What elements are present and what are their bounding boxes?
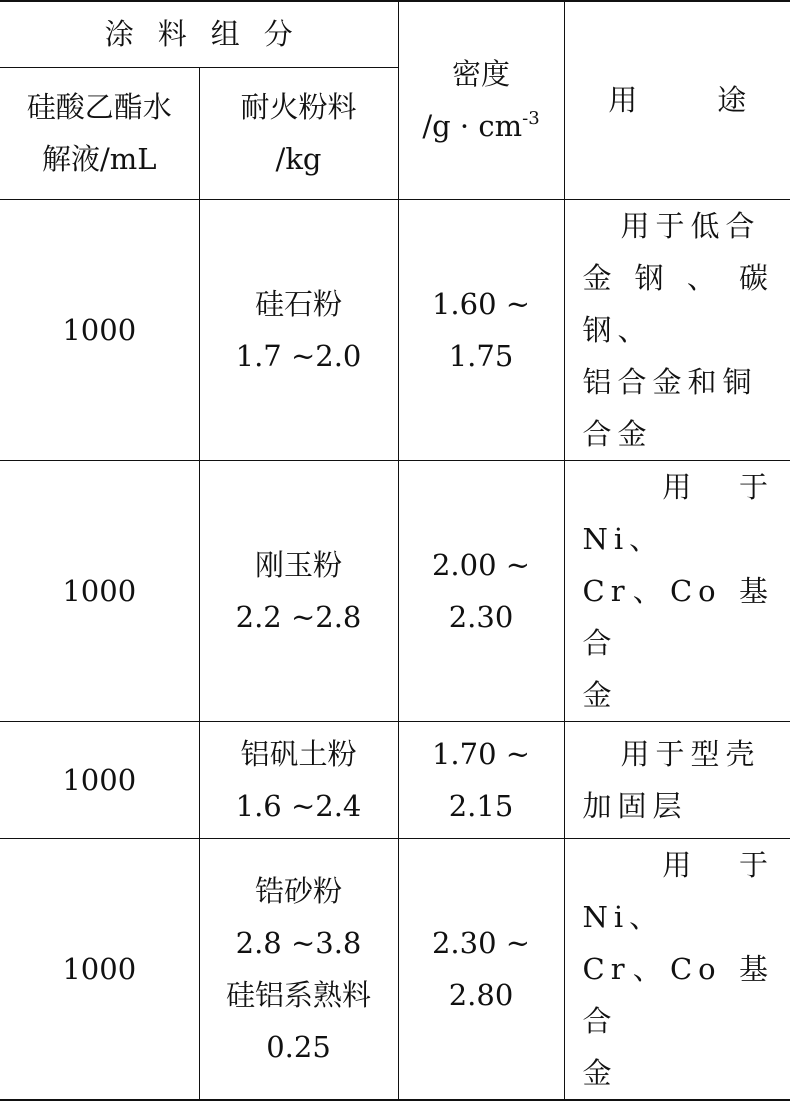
density-max: 2.80 xyxy=(448,977,514,1012)
density-max: 2.30 xyxy=(448,599,514,634)
density-max: 1.75 xyxy=(448,338,514,373)
powder-amount: 0.25 xyxy=(266,1029,331,1064)
cell-use xyxy=(564,199,790,460)
powder-name: 铝矾土粉 xyxy=(240,736,357,771)
cell-powder xyxy=(199,721,398,838)
density-unit-exponent: -3 xyxy=(522,108,540,130)
use-line: 加固层 xyxy=(582,788,688,823)
density-max: 2.15 xyxy=(448,788,514,823)
cell-powder xyxy=(199,199,398,460)
use-line: 金 xyxy=(582,1055,618,1090)
density-min: 2.30 ~ xyxy=(431,925,531,960)
cell-density xyxy=(398,460,564,721)
cell-use xyxy=(564,460,790,721)
cell-use xyxy=(564,721,790,838)
table-row xyxy=(0,838,790,1100)
header-use-part1: 用 xyxy=(608,83,638,118)
cell-use xyxy=(564,838,790,1100)
header-liquid-line1: 硅酸乙酯水 xyxy=(26,90,172,124)
use-line: Cr、Co 基合 xyxy=(582,573,775,660)
use-line: 合金 xyxy=(582,416,653,451)
powder-amount: 2.2 ~2.8 xyxy=(235,599,362,634)
use-line: 金 xyxy=(582,677,618,712)
powder-name: 硅石粉 xyxy=(255,286,343,321)
table-row xyxy=(0,199,790,460)
powder-amount: 2.8 ~3.8 xyxy=(235,925,362,960)
header-use xyxy=(564,1,790,199)
density-min: 1.70 ~ xyxy=(431,736,531,771)
header-powder-line2: /kg xyxy=(275,142,322,176)
cell-density xyxy=(398,199,564,460)
use-line: Cr、Co 基合 xyxy=(582,951,775,1038)
use-line xyxy=(583,461,775,565)
density-min: 1.60 ~ xyxy=(431,286,531,321)
use-text: 用于 Ni、 xyxy=(582,469,775,556)
powder-name: 硅铝系熟料 xyxy=(226,977,372,1012)
use-line: 铝合金和铜 xyxy=(582,364,758,399)
use-text: 用于低合 xyxy=(620,208,761,243)
use-line xyxy=(583,200,775,252)
header-use-part2: 途 xyxy=(717,83,747,118)
use-line xyxy=(583,839,775,943)
cell-density xyxy=(398,721,564,838)
use-text: 用于型壳 xyxy=(620,736,761,771)
cell-powder xyxy=(199,838,398,1100)
cell-powder xyxy=(199,460,398,721)
powder-name: 刚玉粉 xyxy=(255,547,343,582)
table-row xyxy=(0,460,790,721)
header-powder xyxy=(199,67,398,199)
header-density xyxy=(398,1,564,199)
cell-density xyxy=(398,838,564,1100)
powder-amount: 1.7 ~2.0 xyxy=(235,338,362,373)
density-unit-text: /g · cm xyxy=(422,109,523,144)
header-coating-composition: 涂料组分 xyxy=(0,1,398,67)
cell-liquid: 1000 xyxy=(0,721,199,838)
powder-name: 锆砂粉 xyxy=(255,873,343,908)
use-line: 金钢、碳钢、 xyxy=(582,260,775,347)
header-liquid-line2: 解液/mL xyxy=(41,142,157,176)
header-liquid xyxy=(0,67,199,199)
use-line xyxy=(583,728,775,780)
cell-liquid: 1000 xyxy=(0,838,199,1100)
powder-amount: 1.6 ~2.4 xyxy=(235,788,362,823)
header-density-unit xyxy=(399,100,564,152)
header-powder-line1: 耐火粉料 xyxy=(240,90,357,124)
density-min: 2.00 ~ xyxy=(431,547,531,582)
header-density-label: 密度 xyxy=(452,57,511,92)
table-row xyxy=(0,721,790,838)
cell-liquid: 1000 xyxy=(0,199,199,460)
header-row-1 xyxy=(0,1,790,67)
use-text: 用于 Ni、 xyxy=(582,847,775,934)
cell-liquid: 1000 xyxy=(0,460,199,721)
